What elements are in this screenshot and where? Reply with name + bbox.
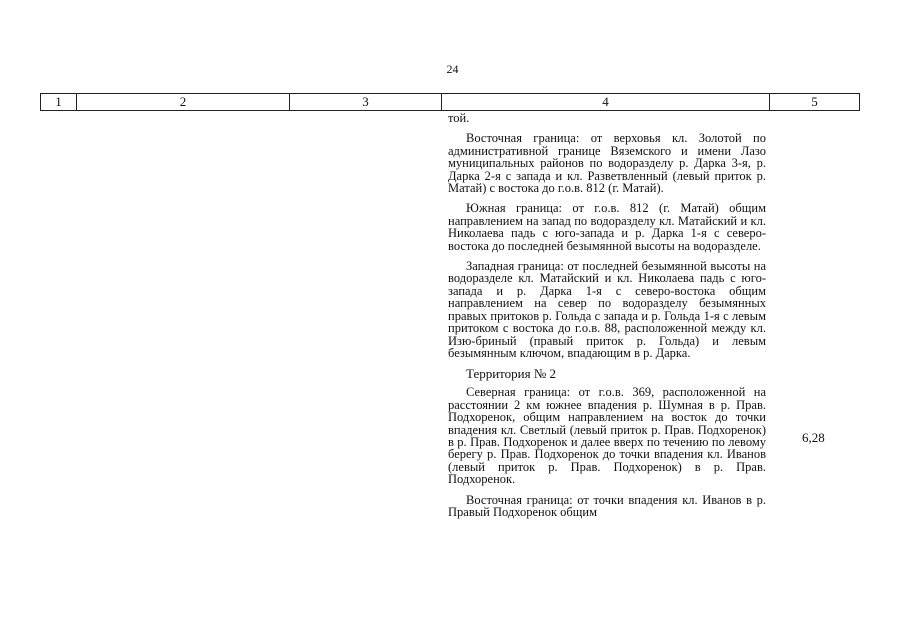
paragraph-southern-boundary: Южная граница: от г.о.в. 812 (г. Матай) общим направлением на запад по водоразделу кл. Матайский и кл. Николаева падь с юго-запада и р. Дарка 1-я с северо-востока до последней безымянной высоты на водоразделе.	[448, 201, 766, 253]
column-header-3: 3	[290, 94, 442, 110]
boundary-description-column	[448, 112, 766, 526]
paragraph-territory-eastern-boundary: Восточная граница: от точки впадения кл. Иванов в р. Правый Подхоренок общим	[448, 492, 766, 519]
column-header-2: 2	[77, 94, 290, 110]
paragraph-continuation: той.	[448, 111, 470, 125]
paragraph-territory-northern-boundary: Северная граница: от г.о.в. 369, расположенной на расстоянии 2 км южнее впадения р. Шумная в р. Прав. Подхоренок, общим направлением на восток до точки впадения кл. Светлый (левый приток р. Прав. Подхоренок) в р. Прав. Подхоренок и далее вверх по течению по левому берегу р. Прав. Подхоренок до точки впадения кл. Иванов (левый приток р. Прав. Подхоренок) в р. Прав. Подхоренок.	[448, 385, 766, 487]
territory-title: Территория № 2	[466, 366, 557, 382]
territory-area-value: 6,28	[802, 430, 825, 445]
column-header-4: 4	[442, 94, 770, 110]
paragraph-western-boundary: Западная граница: от последней безымянной высоты на водоразделе кл. Матайский и кл. Николаева падь с юго-запада и р. Дарка 1-я с северо-востока общим направлением на север по водоразделу безымянных правых притоков р. Гольда с запада и р. Гольда 1-я с левым притоком с востока до г.о.в. 88, расположенной между кл. Изю-бриный (правый приток р. Гольда) и левым безымянным ключом, впадающим в р. Дарка.	[448, 259, 766, 360]
page-number: 24	[446, 62, 459, 76]
column-header-1: 1	[41, 94, 77, 110]
table-header	[40, 93, 860, 111]
column-header-5: 5	[811, 94, 818, 109]
paragraph-eastern-boundary: Восточная граница: от верховья кл. Золотой по административной границе Вяземского и имени Лазо муниципальных районов по водоразделу р. Дарка 3-я, р. Дарка 2-я с запада и кл. Разветвленный (левый приток р. Матай) с востока до г.о.в. 812 (г. Матай).	[448, 131, 766, 196]
